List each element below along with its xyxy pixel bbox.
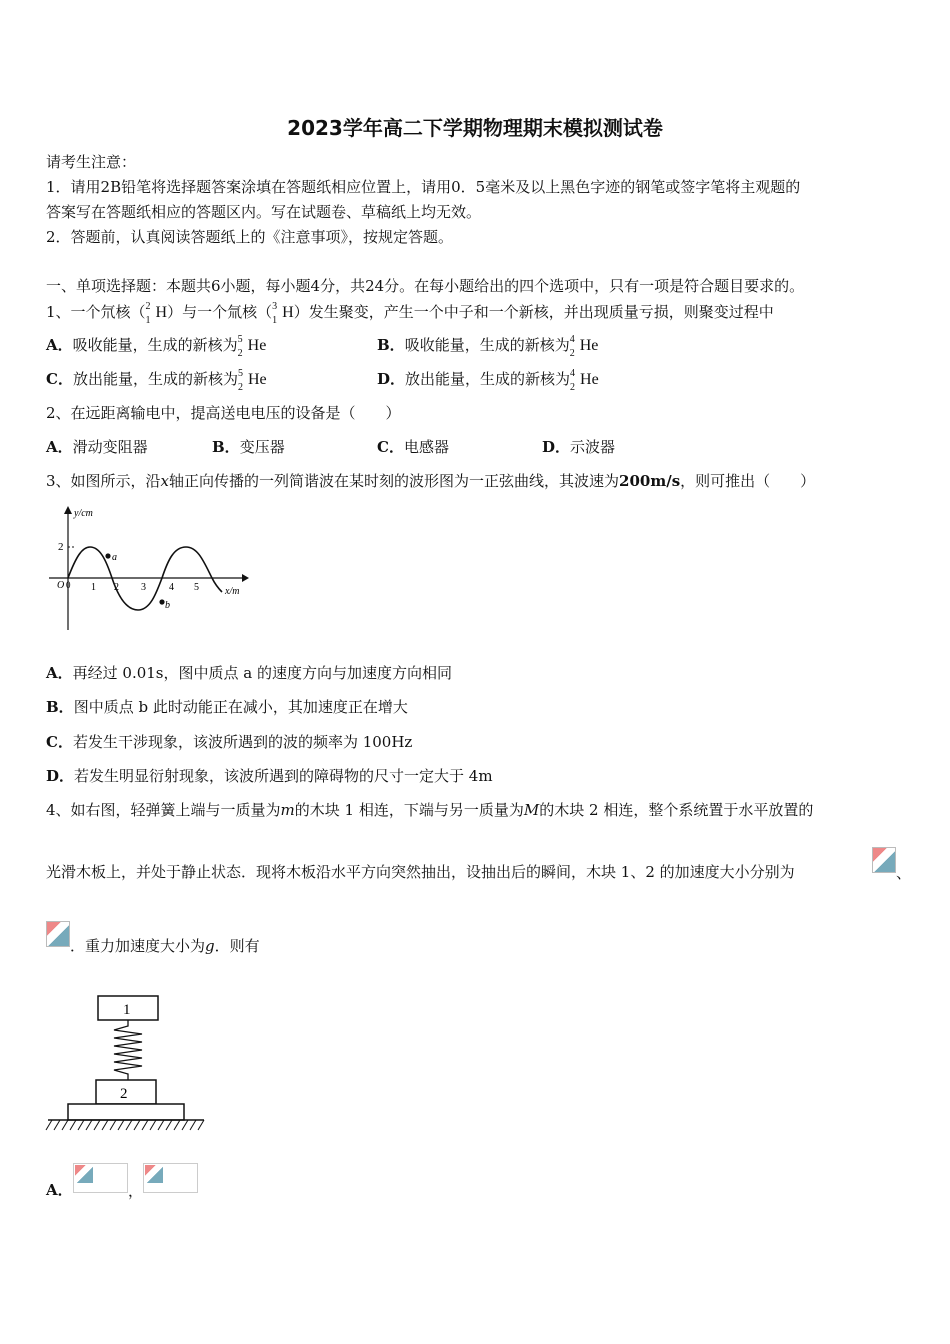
broken-image-formula xyxy=(73,1163,128,1193)
x-tick-3: 3 xyxy=(141,582,146,593)
section-heading: 一、单项选择题：本题共6小题，每小题4分，共24分。在每小题给出的四个选项中，只有一项是符合题目要求的。 xyxy=(46,277,805,295)
q4-line-2-end: 、 xyxy=(896,864,912,882)
y-tick-label: 2 xyxy=(58,541,64,553)
wave-graph xyxy=(44,502,254,637)
he-symbol: 5 2 He xyxy=(237,368,267,393)
he-symbol: 4 2 He xyxy=(569,334,599,359)
x-tick-4: 4 xyxy=(169,582,174,593)
q3-option-c[interactable]: C．若发生干涉现象，该波所遇到的波的频率为 100Hz xyxy=(46,733,413,751)
wooden-board xyxy=(68,1104,184,1120)
q2-option-d[interactable]: D．示波器 xyxy=(542,438,616,456)
notice-item-1b: 答案写在答题纸相应的答题区内。写在试题卷、草稿纸上均无效。 xyxy=(46,203,482,221)
x-tick-5: 5 xyxy=(194,582,199,593)
he-symbol: 4 2 He xyxy=(570,368,599,393)
q1-stem: 1、一个氘核（ 2 1 H）与一个氚核（ 3 1 H）发生聚变，产生一个中子和一个新核，并出现质量亏损，则聚变过程中 xyxy=(46,301,774,326)
x-axis-label: x/m xyxy=(225,586,240,597)
broken-image-icon xyxy=(46,921,70,947)
block-2-label: 2 xyxy=(120,1086,128,1102)
q4-option-a[interactable]: A． xyxy=(46,1181,73,1199)
q1-option-a[interactable]: A．吸收能量，生成的新核为 5 2 He xyxy=(46,334,267,359)
x-tick-1: 1 xyxy=(91,582,96,593)
notice-item-1a: 1．请用2B铅笔将选择题答案涂填在答题纸相应位置上，请用0．5毫米及以上黑色字迹的钢笔或签字笔将主观题的 xyxy=(46,178,801,196)
ground-hatching xyxy=(46,1120,204,1130)
q3-option-a[interactable]: A．再经过 0.01s，图中质点 a 的速度方向与加速度方向相同 xyxy=(46,664,452,682)
notice-item-2: 2．答题前，认真阅读答题纸上的《注意事项》，按规定答题。 xyxy=(46,228,454,246)
broken-image-icon xyxy=(75,1165,93,1183)
point-b-label: b xyxy=(165,600,170,611)
q1-option-b[interactable]: B．吸收能量，生成的新核为 4 2 He xyxy=(377,334,599,359)
triton-symbol: 3 1 H xyxy=(272,301,294,326)
q4-line-1: 4、如右图，轻弹簧上端与一质量为m的木块 1 相连，下端与另一质量为M的木块 2 相连，整个系统置于水平放置的 xyxy=(46,801,814,819)
q4-line-3: ．重力加速度大小为g．则有 xyxy=(70,937,260,955)
q4-line-2: 光滑木板上，并处于静止状态．现将木板沿水平方向突然抽出，设抽出后的瞬间，木块 1、2 的加速度大小分别为 xyxy=(46,863,795,881)
block-1-label: 1 xyxy=(123,1002,131,1018)
page-title: 2023学年高二下学期物理期末模拟测试卷 xyxy=(287,116,663,140)
origin-label: O xyxy=(57,580,65,591)
q3-stem: 3、如图所示，沿x轴正向传播的一列简谐波在某时刻的波形图为一正弦曲线，其波速为200m/s，则可推出（ ） xyxy=(46,472,816,490)
point-a-marker xyxy=(105,553,110,558)
y-axis-arrow xyxy=(64,506,72,514)
deuteron-symbol: 2 1 H xyxy=(145,301,168,326)
broken-image-icon xyxy=(145,1165,163,1183)
broken-image-icon xyxy=(872,847,896,873)
he-symbol: 5 2 He xyxy=(237,334,267,359)
point-b-marker xyxy=(159,599,164,604)
spring-blocks-figure xyxy=(44,992,210,1137)
q3-option-d[interactable]: D．若发生明显衍射现象，该波所遇到的障碍物的尺寸一定大于 4m xyxy=(46,767,493,785)
q4-option-a-sep: ， xyxy=(128,1182,144,1200)
q2-option-b[interactable]: B．变压器 xyxy=(212,438,285,456)
q1-option-c[interactable]: C．放出能量，生成的新核为 5 2 He xyxy=(46,368,267,393)
x-tick-2: 2 xyxy=(114,582,119,593)
q2-option-a[interactable]: A．滑动变阻器 xyxy=(46,438,148,456)
q3-option-b[interactable]: B．图中质点 b 此时动能正在减小，其加速度正在增大 xyxy=(46,698,408,716)
notice-heading: 请考生注意： xyxy=(46,153,137,171)
q2-option-c[interactable]: C．电感器 xyxy=(377,438,449,456)
q2-stem: 2、在远距离输电中，提高送电电压的设备是（ ） xyxy=(46,404,401,422)
q1-option-d[interactable]: D．放出能量，生成的新核为 4 2 He xyxy=(377,368,599,393)
spring xyxy=(114,1020,142,1080)
y-axis-label: y/cm xyxy=(74,508,93,519)
point-a-label: a xyxy=(112,552,117,563)
broken-image-formula xyxy=(143,1163,198,1193)
x-axis-arrow xyxy=(242,574,249,582)
origin-zero-label: 0 xyxy=(66,580,71,590)
